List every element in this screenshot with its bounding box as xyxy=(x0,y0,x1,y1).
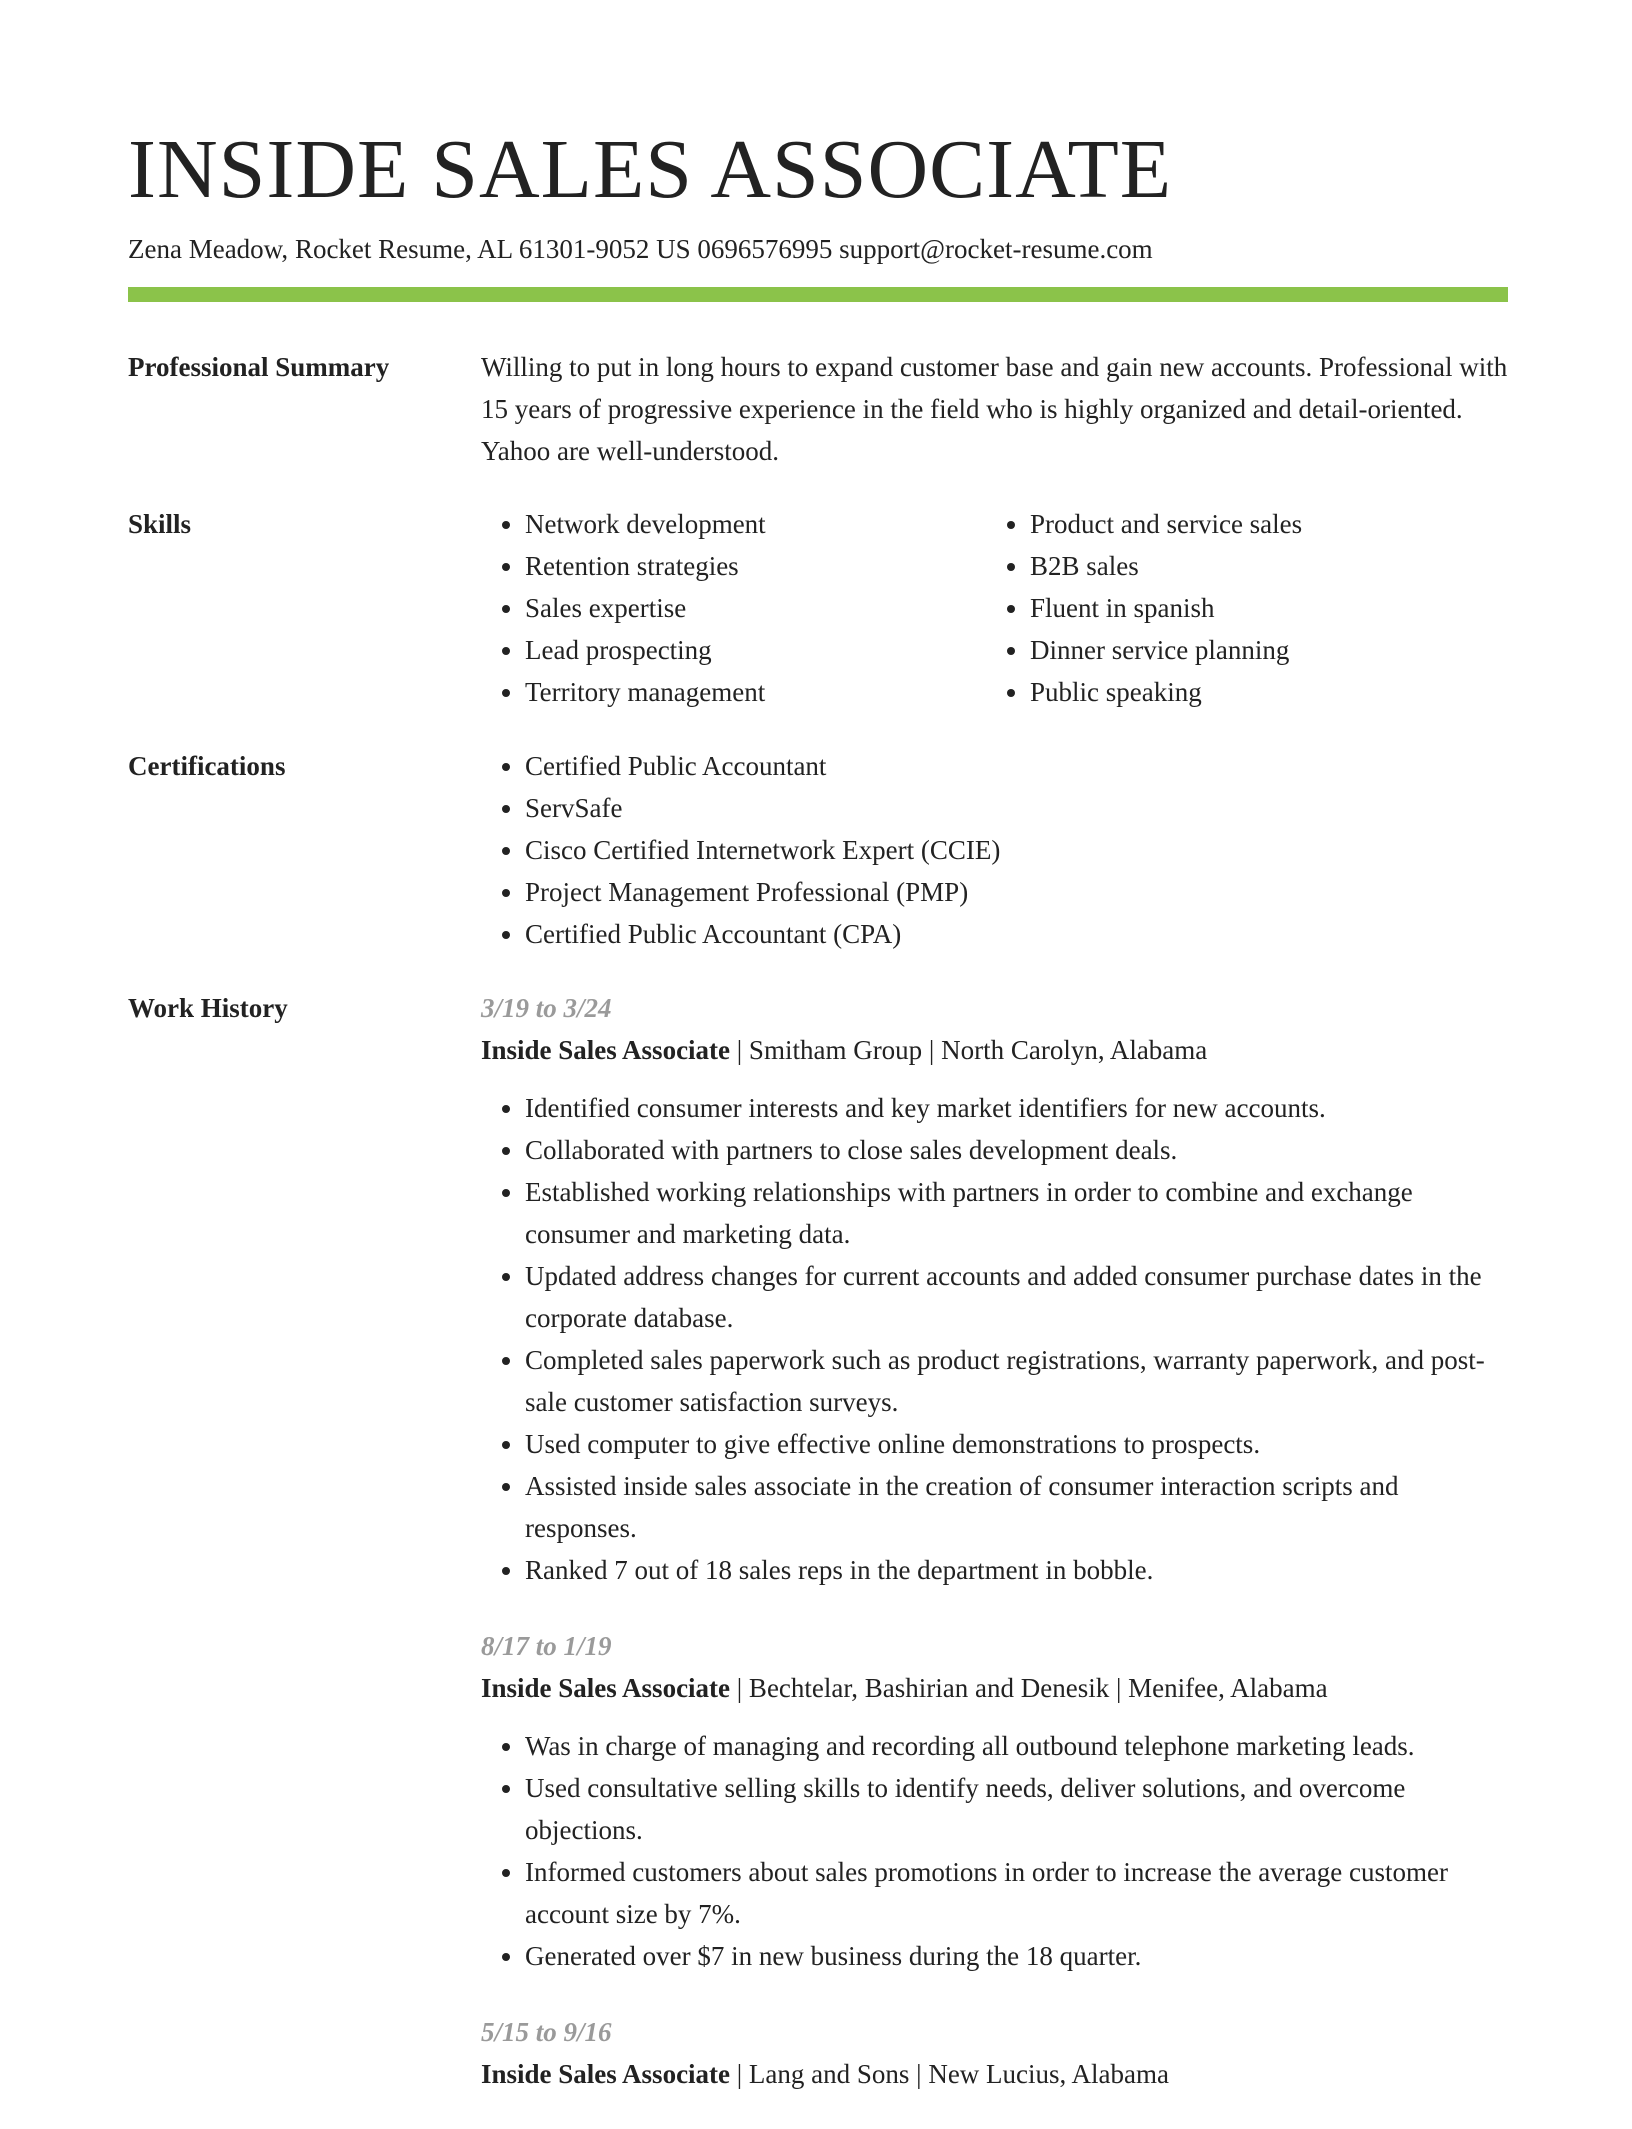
certification-item: • Certified Public Accountant xyxy=(525,745,1508,787)
certification-item: • ServSafe xyxy=(525,787,1508,829)
skill-item: • B2B sales xyxy=(1030,545,1508,587)
contact-name: Zena Meadow, xyxy=(128,234,289,264)
skill-item: • Network development xyxy=(525,503,986,545)
work-history-label: Work History xyxy=(128,993,288,1023)
job-entry xyxy=(481,1625,1508,1977)
certifications-list xyxy=(481,745,1508,955)
skill-item: • Dinner service planning xyxy=(1030,629,1508,671)
contact-address: Rocket Resume, AL 61301-9052 US xyxy=(294,234,691,264)
skill-item: • Territory management xyxy=(525,671,986,713)
contact-phone: 0696576995 xyxy=(697,234,833,264)
job-dates: 8/17 to 1/19 xyxy=(481,1631,612,1661)
skills-body xyxy=(481,503,1508,713)
job-heading xyxy=(481,2053,1508,2095)
resume-title: INSIDE SALES ASSOCIATE xyxy=(128,123,1173,216)
skills-column-2 xyxy=(986,503,1508,713)
certifications-label: Certifications xyxy=(128,751,286,781)
certification-item: • Cisco Certified Internetwork Expert (CCIE) xyxy=(525,829,1508,871)
job-role: Inside Sales Associate xyxy=(481,1673,731,1703)
skill-item: • Public speaking xyxy=(1030,671,1508,713)
skill-item: • Product and service sales xyxy=(1030,503,1508,545)
certifications-body xyxy=(481,745,1508,955)
skills-column-1 xyxy=(481,503,986,713)
job-details: | Smitham Group | North Carolyn, Alabama xyxy=(730,1035,1208,1065)
job-bullets xyxy=(481,1725,1508,1977)
job-bullet: • Used consultative selling skills to identify needs, deliver solutions, and overcome objections. xyxy=(525,1767,1508,1851)
job-bullet: • Collaborated with partners to close sales development deals. xyxy=(525,1129,1508,1171)
certification-item: • Certified Public Accountant (CPA) xyxy=(525,913,1508,955)
job-bullet: • Identified consumer interests and key market identifiers for new accounts. xyxy=(525,1087,1508,1129)
job-role: Inside Sales Associate xyxy=(481,1035,731,1065)
summary-label: Professional Summary xyxy=(128,352,390,382)
certification-item: • Project Management Professional (PMP) xyxy=(525,871,1508,913)
job-role: Inside Sales Associate xyxy=(481,2059,731,2089)
job-details: | Lang and Sons | New Lucius, Alabama xyxy=(730,2059,1170,2089)
job-bullet: • Completed sales paperwork such as product registrations, warranty paperwork, and post-sale customer satisfaction surveys. xyxy=(525,1339,1508,1423)
skill-item: • Fluent in spanish xyxy=(1030,587,1508,629)
job-entry xyxy=(481,2011,1508,2095)
summary-body xyxy=(481,346,1508,472)
contact-line xyxy=(128,231,1153,267)
skill-item: • Sales expertise xyxy=(525,587,986,629)
job-bullet: • Assisted inside sales associate in the creation of consumer interaction scripts and responses. xyxy=(525,1465,1508,1549)
job-bullet: • Ranked 7 out of 18 sales reps in the department in bobble. xyxy=(525,1549,1508,1591)
job-heading xyxy=(481,1029,1508,1071)
contact-email[interactable]: support@rocket-resume.com xyxy=(839,234,1153,264)
skills-label: Skills xyxy=(128,509,192,539)
job-bullets xyxy=(481,1087,1508,1591)
job-bullet: • Established working relationships with partners in order to combine and exchange consumer and marketing data. xyxy=(525,1171,1508,1255)
job-bullet: • Updated address changes for current accounts and added consumer purchase dates in the corporate database. xyxy=(525,1255,1508,1339)
job-details: | Bechtelar, Bashirian and Denesik | Menifee, Alabama xyxy=(730,1673,1328,1703)
job-bullet: • Used computer to give effective online demonstrations to prospects. xyxy=(525,1423,1508,1465)
summary-text: Willing to put in long hours to expand customer base and gain new accounts. Professional with 15 years of progressive experience in the field who is highly organized and detail-oriented. Yahoo are well-understood. xyxy=(481,352,1508,466)
skill-item: • Lead prospecting xyxy=(525,629,986,671)
job-dates: 3/19 to 3/24 xyxy=(481,993,612,1023)
job-bullet: • Informed customers about sales promotions in order to increase the average customer account size by 7%. xyxy=(525,1851,1508,1935)
job-dates: 5/15 to 9/16 xyxy=(481,2017,612,2047)
skill-item: • Retention strategies xyxy=(525,545,986,587)
job-bullet: • Generated over $7 in new business during the 18 quarter. xyxy=(525,1935,1508,1977)
job-entry xyxy=(481,987,1508,1591)
job-bullet: • Was in charge of managing and recording all outbound telephone marketing leads. xyxy=(525,1725,1508,1767)
job-heading xyxy=(481,1667,1508,1709)
work-history-body xyxy=(481,987,1508,2129)
header-divider xyxy=(128,287,1508,302)
